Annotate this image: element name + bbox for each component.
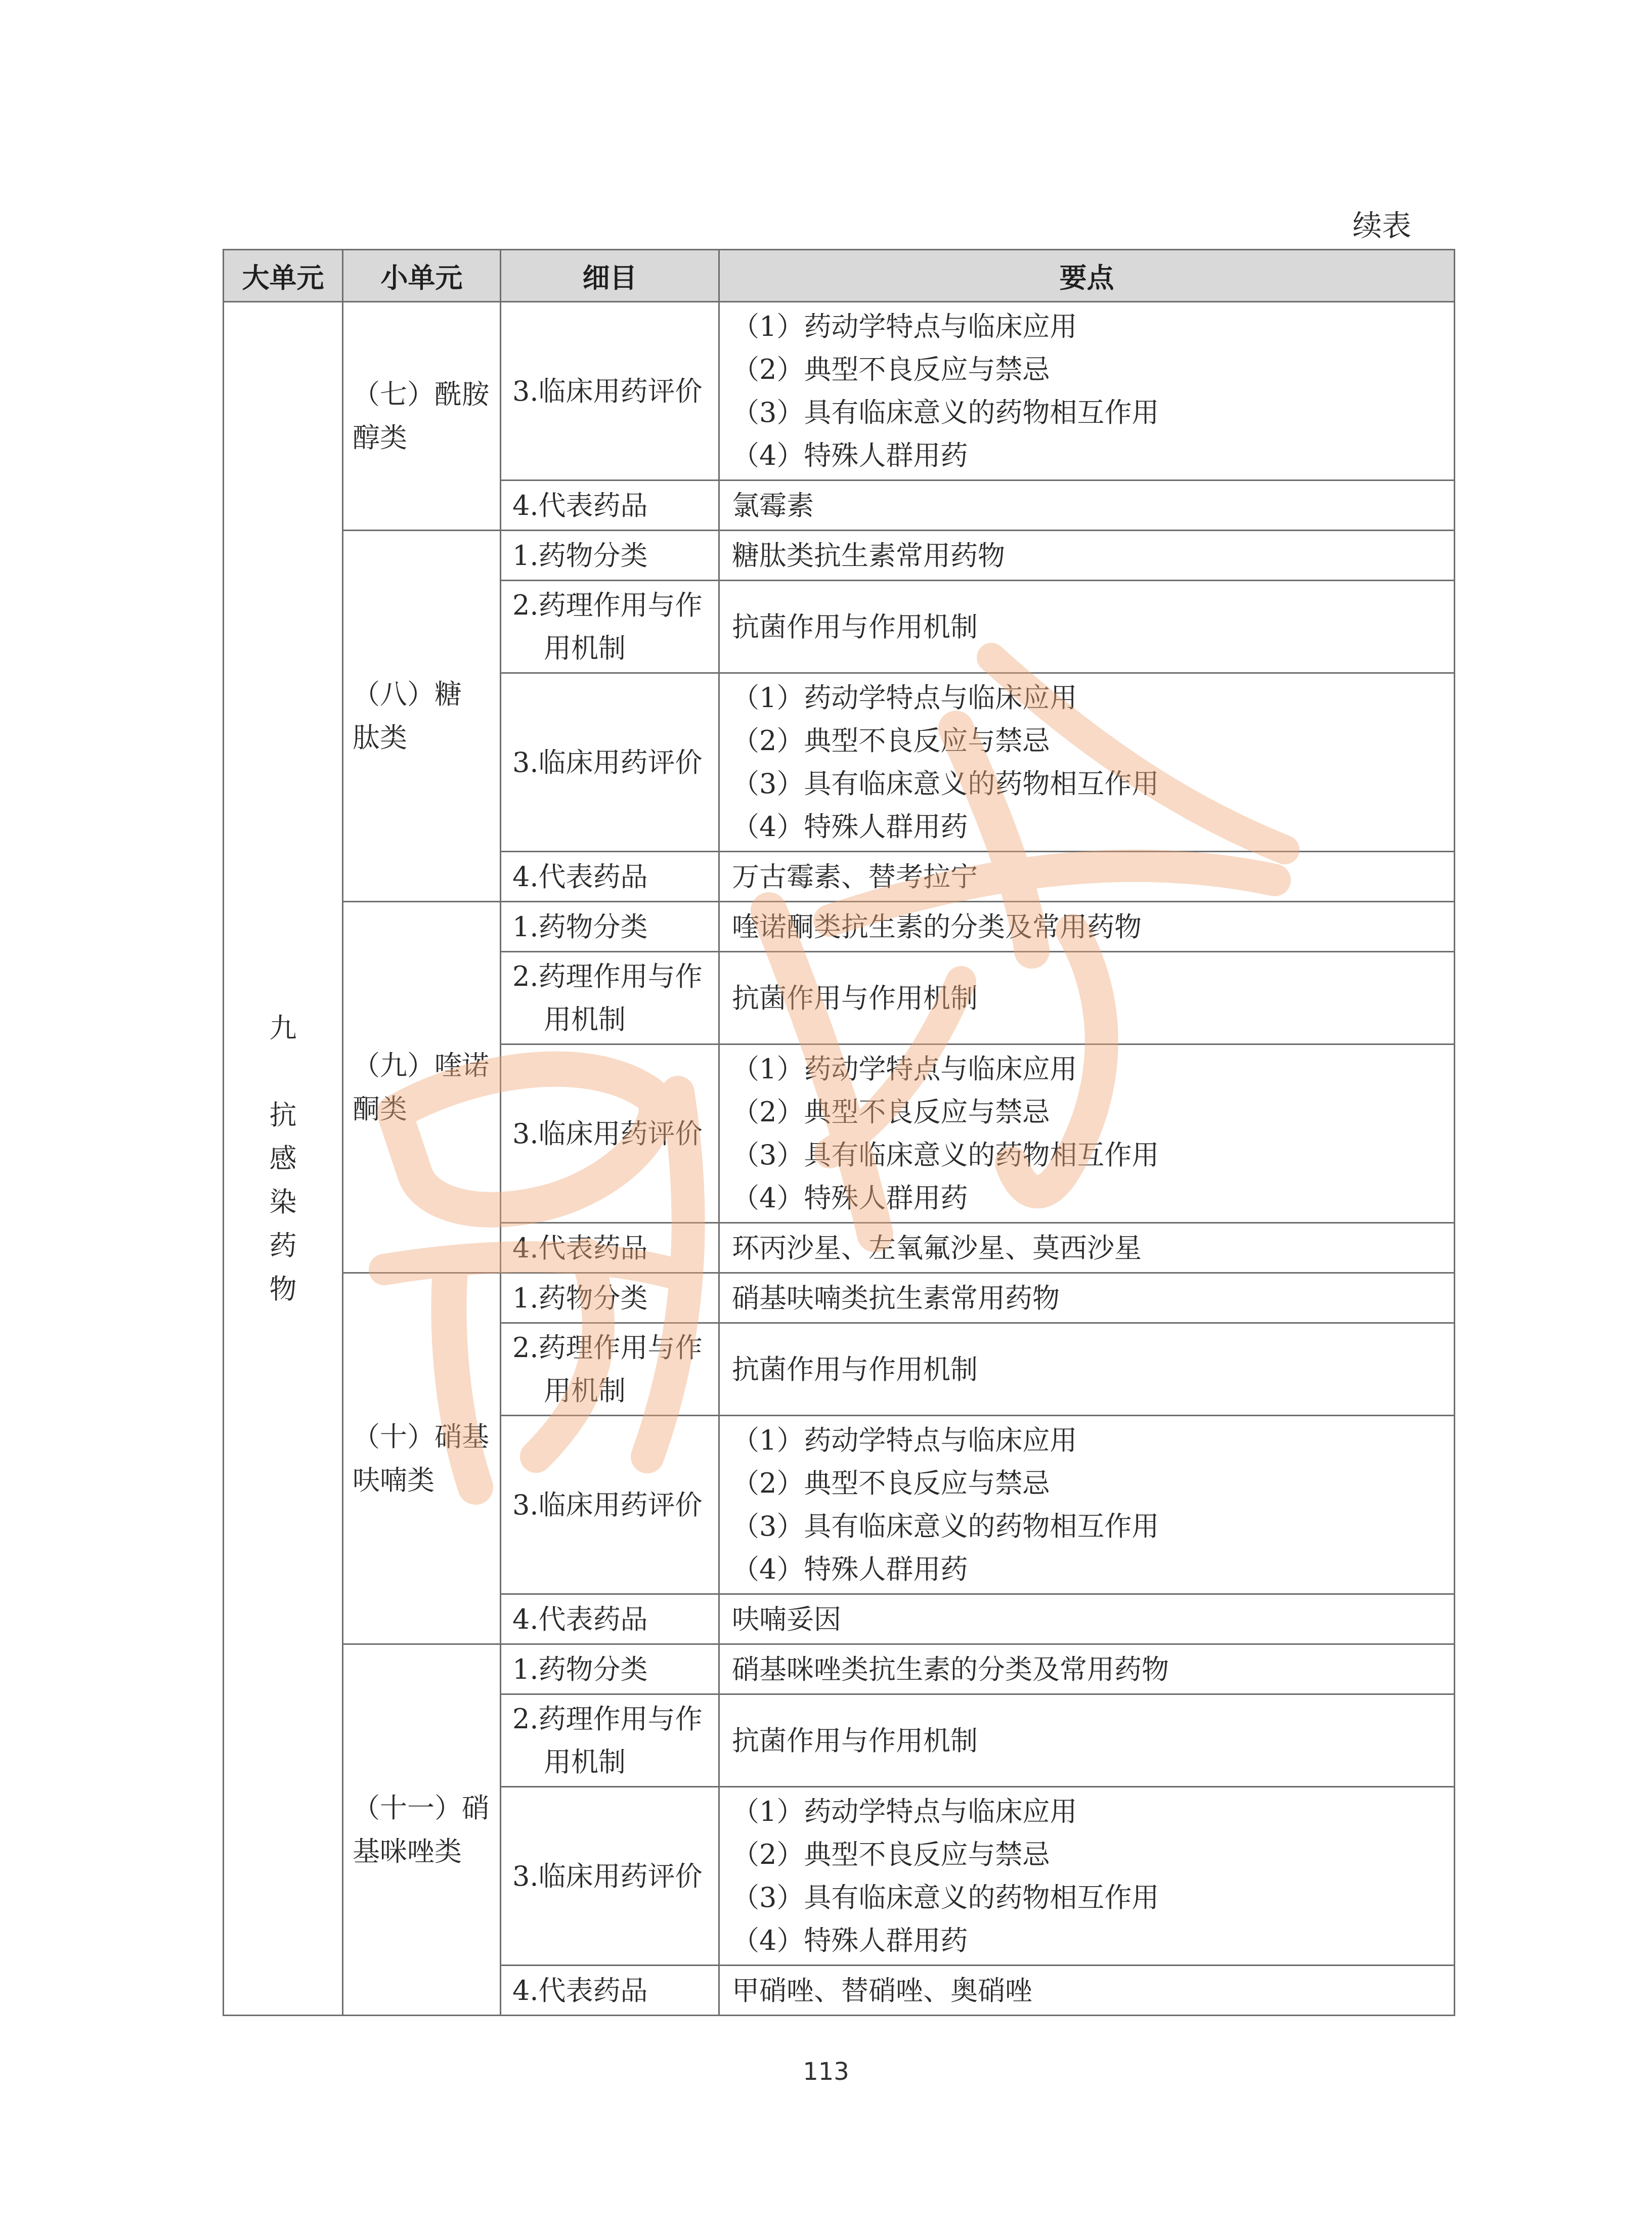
key-point-item: （1）药动学特点与临床应用 [732,1424,1077,1456]
key-point-item: 硝基咪唑类抗生素的分类及常用药物 [732,1653,1169,1685]
detail-label: 2.药理作用与作 [512,1332,703,1364]
minor-unit-cell: （九）喹诺 酮类 [343,902,501,1273]
detail-cell [501,952,719,1044]
key-point-item: 喹诺酮类抗生素的分类及常用药物 [732,910,1142,943]
detail-label-continued: 用机制 [544,1375,626,1407]
detail-label-continued: 用机制 [544,1746,626,1778]
detail-label: 2.药理作用与作 [512,589,703,621]
key-point-item: （1）药动学特点与临床应用 [732,311,1077,342]
key-point-item: 糖肽类抗生素常用药物 [732,539,1005,572]
major-unit-cell [224,302,343,2016]
detail-label: 4.代表药品 [512,860,648,893]
detail-label-continued: 用机制 [544,632,626,664]
header-major-unit: 大单元 [224,250,343,302]
detail-cell [501,902,719,952]
table-row [224,902,1455,952]
key-point-item: （1）药动学特点与临床应用 [732,1053,1077,1085]
key-point-item: （3）具有临床意义的药物相互作用 [732,1139,1159,1171]
key-point-item: 硝基呋喃类抗生素常用药物 [732,1282,1060,1314]
detail-label: 4.代表药品 [512,1603,648,1635]
detail-cell [501,852,719,902]
key-point-item: （2）典型不良反应与禁忌 [732,1467,1050,1499]
detail-label: 3.临床用药评价 [512,1117,703,1150]
detail-label: 1.药物分类 [512,1653,648,1685]
key-points-cell [719,952,1455,1044]
detail-label-continued: 用机制 [544,1004,626,1035]
table-row [224,531,1455,581]
detail-label: 3.临床用药评价 [512,746,703,778]
detail-cell [501,1644,719,1694]
detail-cell [501,1416,719,1594]
detail-label: 3.临床用药评价 [512,1860,703,1892]
key-point-item: （3）具有临床意义的药物相互作用 [732,397,1159,428]
minor-unit-cell: （十）硝基 呋喃类 [343,1273,501,1644]
key-point-item: （3）具有临床意义的药物相互作用 [732,1882,1159,1913]
key-point-item: 氯霉素 [732,489,814,521]
key-point-item: （2）典型不良反应与禁忌 [732,354,1050,385]
table-header-row [224,250,1455,302]
detail-label: 2.药理作用与作 [512,961,703,992]
detail-cell [501,673,719,852]
key-point-item: （2）典型不良反应与禁忌 [732,725,1050,757]
detail-cell [501,1966,719,2016]
key-point-item: （3）具有临床意义的药物相互作用 [732,1510,1159,1542]
key-point-item: （1）药动学特点与临床应用 [732,682,1077,714]
outline-table [223,249,1455,2016]
key-point-item: 抗菌作用与作用机制 [732,1724,978,1757]
major-unit-label: 九 抗 感 染 药 物 [269,1012,297,1305]
key-points-cell [719,902,1455,952]
key-points-cell [719,1416,1455,1594]
detail-cell [501,1044,719,1223]
key-points-cell [719,581,1455,673]
detail-label: 2.药理作用与作 [512,1703,703,1735]
detail-label: 1.药物分类 [512,539,648,572]
detail-cell [501,302,719,481]
key-points-cell [719,673,1455,852]
header-minor-unit: 小单元 [343,250,501,302]
header-key-points: 要点 [719,250,1455,302]
key-points-cell [719,1787,1455,1966]
key-point-item: 抗菌作用与作用机制 [732,1353,978,1385]
detail-label: 1.药物分类 [512,1282,648,1314]
key-point-item: （4）特殊人群用药 [732,1553,968,1585]
key-points-cell [719,1594,1455,1644]
continued-table-label: 续表 [1352,208,1411,243]
detail-label: 4.代表药品 [512,1232,648,1264]
detail-label: 4.代表药品 [512,489,648,521]
minor-unit-cell: （八）糖 肽类 [343,531,501,902]
page-number: 113 [803,2058,849,2086]
key-points-cell [719,1694,1455,1787]
key-points-cell [719,1273,1455,1323]
detail-label: 4.代表药品 [512,1974,648,2006]
key-points-cell [719,1966,1455,2016]
detail-cell [501,581,719,673]
table-row [224,1644,1455,1694]
key-points-cell [719,1644,1455,1694]
detail-cell [501,1787,719,1966]
key-point-item: 环丙沙星、左氧氟沙星、莫西沙星 [732,1232,1142,1264]
key-point-item: 抗菌作用与作用机制 [732,610,978,643]
detail-label: 3.临床用药评价 [512,375,703,407]
key-point-item: （3）具有临床意义的药物相互作用 [732,768,1159,800]
detail-cell [501,1223,719,1273]
key-points-cell [719,531,1455,581]
detail-cell [501,1594,719,1644]
key-point-item: （1）药动学特点与临床应用 [732,1796,1077,1827]
header-detail: 细目 [501,250,719,302]
key-points-cell [719,1323,1455,1416]
key-point-item: （4）特殊人群用药 [732,811,968,843]
key-point-item: 甲硝唑、替硝唑、奥硝唑 [732,1974,1032,2006]
key-point-item: （4）特殊人群用药 [732,440,968,471]
key-points-cell [719,302,1455,481]
key-point-item: （4）特殊人群用药 [732,1182,968,1214]
key-points-cell [719,1223,1455,1273]
detail-cell [501,531,719,581]
key-points-cell [719,481,1455,531]
key-points-cell [719,852,1455,902]
key-point-item: 抗菌作用与作用机制 [732,982,978,1014]
key-point-item: （4）特殊人群用药 [732,1925,968,1956]
minor-unit-cell: （七）酰胺 醇类 [343,302,501,531]
detail-cell [501,1694,719,1787]
table-row [224,302,1455,481]
detail-label: 1.药物分类 [512,910,648,943]
table-row [224,1273,1455,1323]
detail-label: 3.临床用药评价 [512,1489,703,1521]
minor-unit-cell: （十一）硝 基咪唑类 [343,1644,501,2016]
key-point-item: （2）典型不良反应与禁忌 [732,1096,1050,1128]
detail-cell [501,1323,719,1416]
detail-cell [501,1273,719,1323]
key-point-item: （2）典型不良反应与禁忌 [732,1839,1050,1870]
table-body [224,302,1455,2016]
key-point-item: 呋喃妥因 [732,1603,841,1635]
detail-cell [501,481,719,531]
key-points-cell [719,1044,1455,1223]
key-point-item: 万古霉素、替考拉宁 [732,860,978,893]
